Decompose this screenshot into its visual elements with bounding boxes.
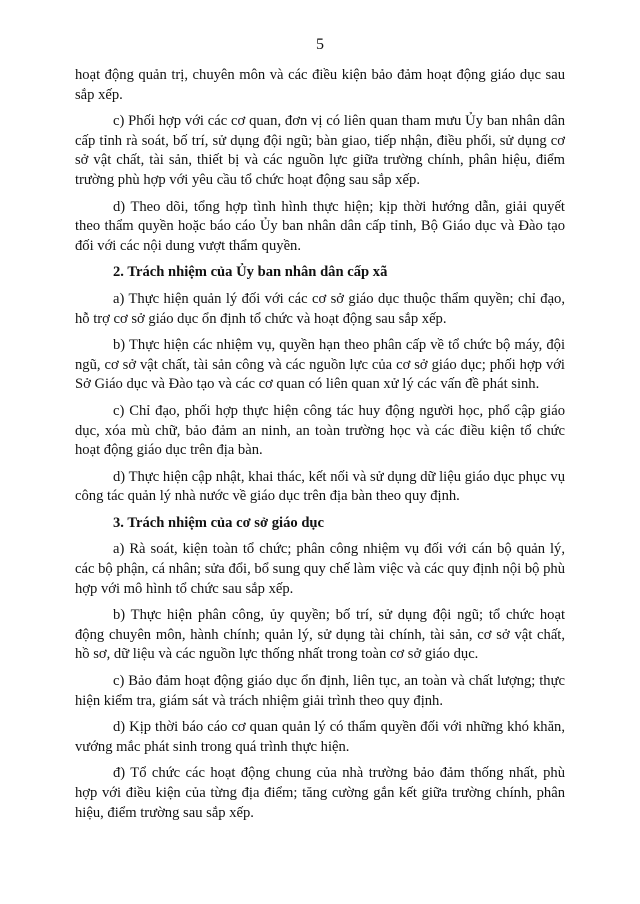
paragraph-1d: d) Theo dõi, tổng hợp tình hình thực hiện; kịp thời hướng dẫn, giải quyết theo thẩm quyền hoặc báo cáo Ủy ban nhân dân cấp tỉnh, Bộ Giáo dục và Đào tạo đối với các nội dung vượt thẩm quyền. — [75, 198, 565, 254]
paragraph-2d: d) Thực hiện cập nhật, khai thác, kết nối và sử dụng dữ liệu giáo dục phục vụ công tác quản lý nhà nước về giáo dục trên địa bàn theo quy định. — [75, 468, 565, 505]
paragraph-2b: b) Thực hiện các nhiệm vụ, quyền hạn theo phân cấp về tổ chức bộ máy, đội ngũ, cơ sở vật chất, tài sản công và các nguồn lực của cơ sở giáo dục; phối hợp với Sở Giáo dục và Đào tạo và các cơ quan có liên quan xử lý các vấn đề phát sinh. — [75, 337, 565, 393]
paragraph-3d: d) Kịp thời báo cáo cơ quan quản lý có thẩm quyền đối với những khó khăn, vướng mắc phát sinh trong quá trình thực hiện. — [75, 719, 565, 755]
paragraph-3a: a) Rà soát, kiện toàn tổ chức; phân công nhiệm vụ đối với cán bộ quản lý, các bộ phận, cá nhân; sửa đổi, bổ sung quy chế làm việc và các quy định nội bộ phù hợp với mô hình tổ chức sau sắp xếp. — [75, 541, 565, 597]
page-number: 5 — [316, 36, 324, 53]
section-heading-3: 3. Trách nhiệm của cơ sở giáo dục — [113, 514, 325, 531]
paragraph-2c: c) Chỉ đạo, phối hợp thực hiện công tác huy động người học, phổ cập giáo dục, xóa mù chữ, bảo đảm an ninh, an toàn trường học và các điều kiện tổ chức hoạt động giáo dục trên địa bàn. — [75, 402, 565, 459]
document-body — [75, 66, 565, 830]
paragraph-3dd: đ) Tổ chức các hoạt động chung của nhà trường bảo đảm thống nhất, phù hợp với điều kiện của từng địa điểm; tăng cường gắn kết giữa trường chính, phân hiệu, điểm trường sau sắp xếp. — [75, 765, 565, 821]
paragraph-3b: b) Thực hiện phân công, ủy quyền; bố trí, sử dụng đội ngũ; tổ chức hoạt động chuyên môn, hành chính; quản lý, sử dụng tài chính, tài sản, cơ sở vật chất, hồ sơ, dữ liệu và các nguồn lực thống nhất trong toàn cơ sở giáo dục. — [75, 607, 565, 663]
paragraph-2a: a) Thực hiện quản lý đối với các cơ sở giáo dục thuộc thẩm quyền; chỉ đạo, hỗ trợ cơ sở giáo dục ổn định tổ chức và hoạt động sau sắp xếp. — [75, 290, 565, 327]
paragraph-3c: c) Bảo đảm hoạt động giáo dục ổn định, liên tục, an toàn và chất lượng; thực hiện kiểm tra, giám sát và trách nhiệm giải trình theo quy định. — [75, 673, 565, 709]
paragraph-continuation: hoạt động quản trị, chuyên môn và các điều kiện bảo đảm hoạt động giáo dục sau sắp xếp. — [75, 67, 565, 103]
section-heading-2: 2. Trách nhiệm của Ủy ban nhân dân cấp xã — [113, 264, 388, 281]
paragraph-1c: c) Phối hợp với các cơ quan, đơn vị có liên quan tham mưu Ủy ban nhân dân cấp tỉnh rà soát, bố trí, sử dụng đội ngũ; bàn giao, tiếp nhận, điều phối, sử dụng cơ sở vật chất, tài sản, thiết bị và các nguồn lực giữa trường chính, phân hiệu, điểm trường phù hợp với yêu cầu tổ chức hoạt động sau sắp xếp. — [75, 113, 565, 188]
